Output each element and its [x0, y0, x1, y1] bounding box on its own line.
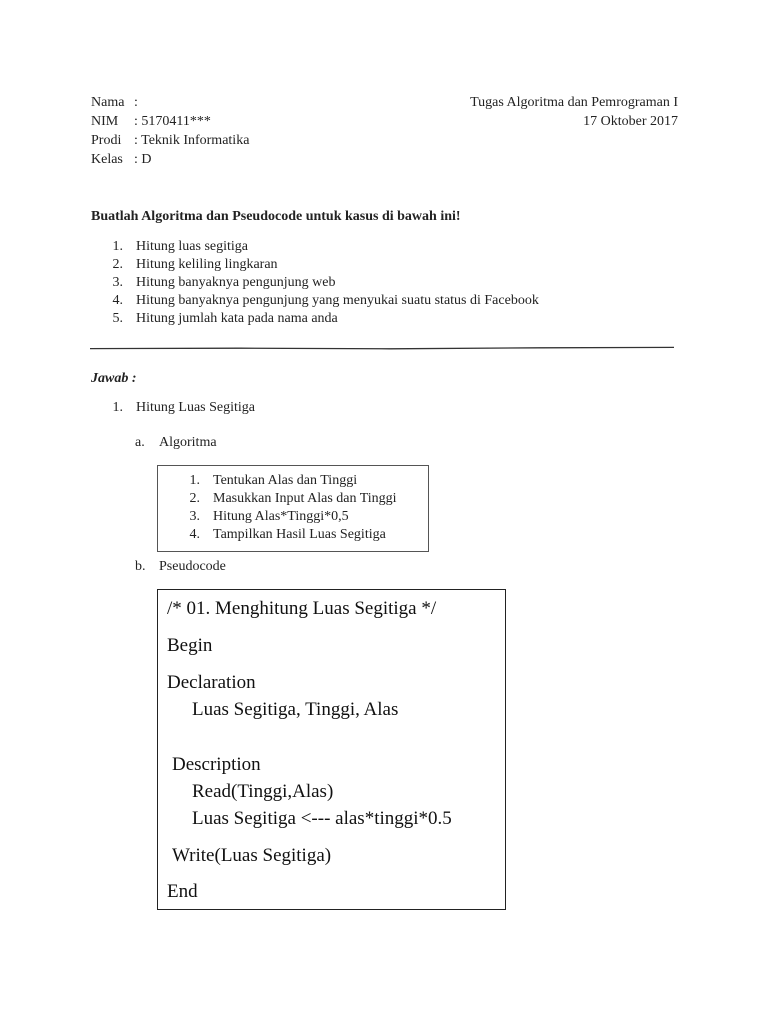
list-item: 1. Tentukan Alas dan Tinggi	[189, 473, 358, 488]
list-item: 4. Tampilkan Hasil Luas Segitiga	[189, 527, 386, 542]
info-value: D	[141, 152, 152, 167]
code-line: Read(Tinggi,Alas)	[192, 781, 334, 802]
pseudocode-box	[157, 589, 506, 910]
list-item: 5. Hitung jumlah kata pada nama anda	[112, 311, 338, 326]
info-label: Kelas	[91, 152, 123, 167]
course-title: Tugas Algoritma dan Pemrograman I	[470, 95, 678, 110]
code-line: Description	[172, 754, 261, 775]
section-divider	[90, 346, 674, 350]
info-label: NIM	[91, 114, 119, 129]
info-colon: :	[134, 95, 138, 110]
subsection-algoritma: a. Algoritma	[135, 435, 217, 450]
assignment-date: 17 Oktober 2017	[583, 114, 678, 129]
code-line: Luas Segitiga, Tinggi, Alas	[192, 699, 399, 720]
list-item: 2. Masukkan Input Alas dan Tinggi	[189, 491, 397, 506]
code-line: Luas Segitiga <--- alas*tinggi*0.5	[192, 808, 452, 829]
info-colon: : D	[134, 152, 152, 167]
info-colon: : Teknik Informatika	[134, 133, 250, 148]
algorithm-box	[157, 465, 429, 552]
list-item: 3. Hitung banyaknya pengunjung web	[112, 275, 336, 290]
answer-label: Jawab :	[91, 371, 137, 386]
code-line: Write(Luas Segitiga)	[172, 845, 332, 866]
info-label: Prodi	[91, 133, 122, 148]
code-line: Begin	[167, 635, 213, 656]
list-item: 4. Hitung banyaknya pengunjung yang menyukai suatu status di Facebook	[112, 293, 539, 308]
task-instruction: Buatlah Algoritma dan Pseudocode untuk kasus di bawah ini!	[91, 209, 461, 224]
code-line: End	[167, 881, 198, 902]
list-item: 1. Hitung luas segitiga	[112, 239, 248, 254]
info-value: 5170411***	[141, 114, 211, 129]
list-item: 3. Hitung Alas*Tinggi*0,5	[189, 509, 349, 524]
code-line: /* 01. Menghitung Luas Segitiga */	[167, 598, 437, 619]
section-heading: 1. Hitung Luas Segitiga	[112, 400, 255, 415]
code-line: Declaration	[167, 672, 256, 693]
subsection-pseudocode: b. Pseudocode	[135, 559, 226, 574]
info-value: Teknik Informatika	[141, 133, 250, 148]
info-label: Nama	[91, 95, 125, 110]
info-colon: : 5170411***	[134, 114, 211, 129]
list-item: 2. Hitung keliling lingkaran	[112, 257, 278, 272]
